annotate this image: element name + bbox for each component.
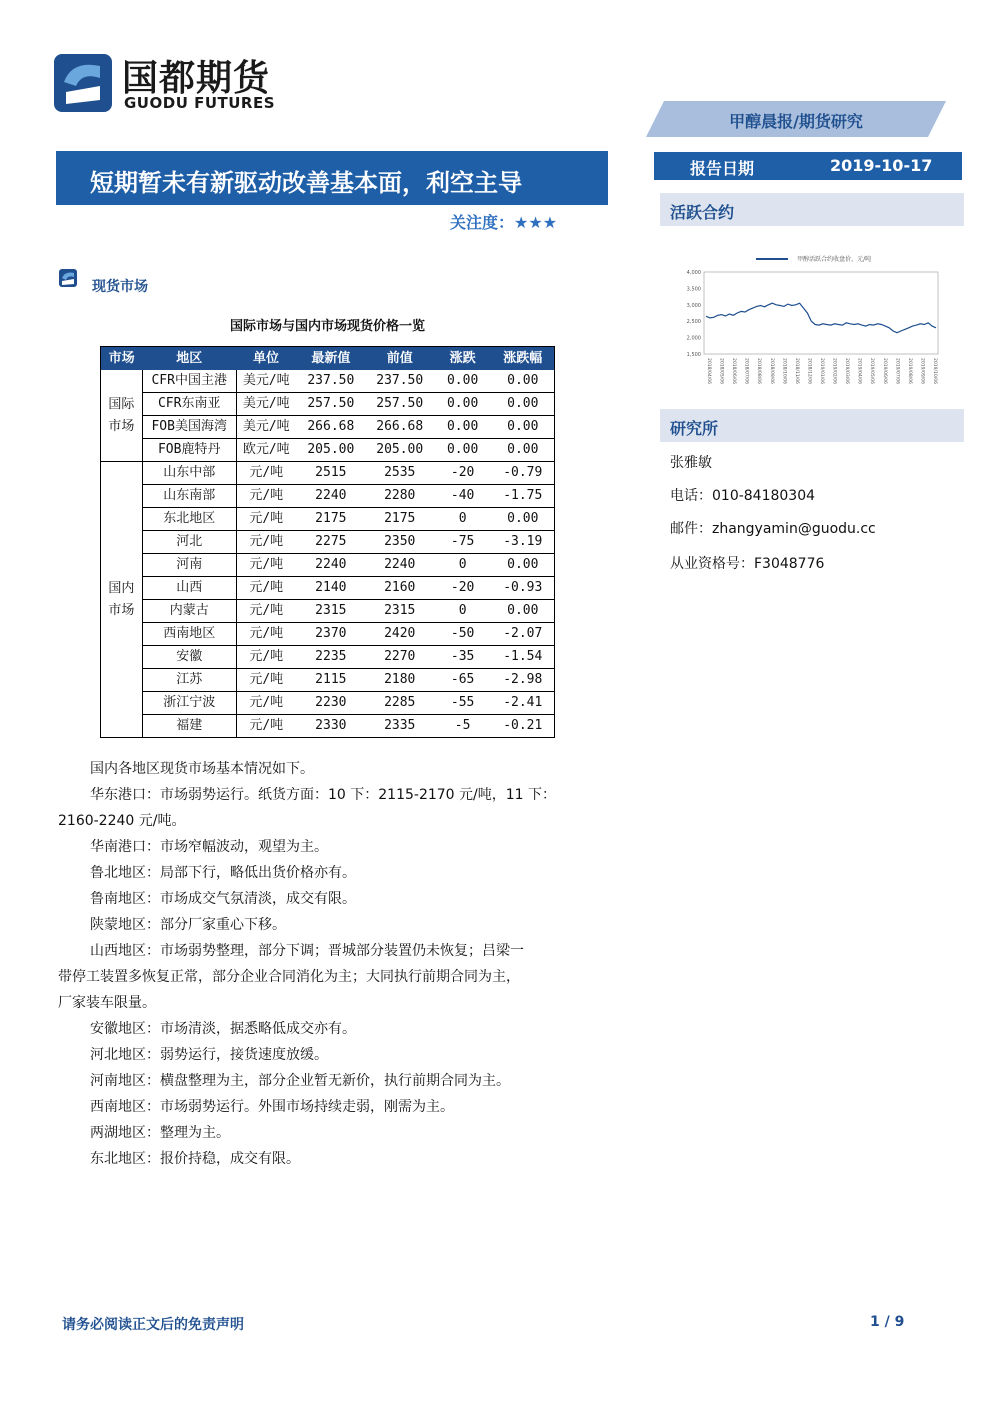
value-cell: -2.41: [492, 692, 555, 715]
table-row: [101, 370, 555, 393]
region-cell: 山西: [142, 577, 236, 600]
table-row: [101, 623, 555, 646]
table-header-cell: 地区: [142, 347, 236, 371]
x-tick-label: 2019/05/06: [869, 358, 875, 384]
region-cell: FOB美国海湾: [142, 416, 236, 439]
para-dongbei: 东北地区：报价持稳，成交有限。: [90, 1151, 300, 1167]
value-cell: 美元/吨: [236, 370, 296, 393]
table-header-cell: 涨跌: [434, 347, 492, 371]
para-xinan: 西南地区：市场弱势运行。外围市场持续走弱，刚需为主。: [90, 1099, 454, 1115]
x-tick-label: 2019/08/06: [906, 358, 912, 384]
value-cell: 0.00: [492, 508, 555, 531]
region-cell: 山东南部: [142, 485, 236, 508]
price-chart: [676, 240, 946, 400]
value-cell: 2315: [296, 600, 366, 623]
y-tick-label: 3,500: [686, 286, 701, 293]
table-row: [101, 577, 555, 600]
table-row: [101, 485, 555, 508]
para-lubei: 鲁北地区：局部下行，略低出货价格亦有。: [90, 865, 356, 881]
company-logo: [52, 50, 292, 120]
analyst-license: 从业资格号：F3048776: [670, 556, 825, 572]
value-cell: 2175: [296, 508, 366, 531]
value-cell: 元/吨: [236, 554, 296, 577]
table-row: [101, 692, 555, 715]
para-huadong-2: 2160-2240 元/吨。: [58, 813, 186, 829]
x-tick-label: 2018/12/06: [806, 358, 812, 384]
value-cell: 0.00: [434, 439, 492, 462]
para-intro: 国内各地区现货市场基本情况如下。: [90, 761, 314, 777]
value-cell: -5: [434, 715, 492, 738]
value-cell: -40: [434, 485, 492, 508]
para-lianghu: 两湖地区：整理为主。: [90, 1125, 230, 1141]
value-cell: 2280: [366, 485, 434, 508]
value-cell: 266.68: [296, 416, 366, 439]
table-row: [101, 646, 555, 669]
value-cell: -1.54: [492, 646, 555, 669]
x-tick-label: 2018/07/06: [743, 358, 749, 384]
analyst-email[interactable]: 邮件：zhangyamin@guodu.cc: [670, 521, 876, 537]
value-cell: -55: [434, 692, 492, 715]
para-shanmeng: 陕蒙地区：部分厂家重心下移。: [90, 917, 286, 933]
value-cell: 2175: [366, 508, 434, 531]
para-lunan: 鲁南地区：市场成交气氛清淡，成交有限。: [90, 891, 356, 907]
value-cell: -65: [434, 669, 492, 692]
x-tick-label: 2018/11/06: [793, 358, 799, 384]
value-cell: 2235: [296, 646, 366, 669]
report-date-bar: [654, 152, 962, 180]
report-date-label: 报告日期: [690, 159, 755, 178]
market-label-line1: 国内: [108, 580, 135, 596]
x-tick-label: 2019/03/06: [844, 358, 850, 384]
value-cell: 0.00: [492, 370, 555, 393]
table-row: [101, 531, 555, 554]
value-cell: 0.00: [434, 393, 492, 416]
table-row: [101, 554, 555, 577]
region-cell: CFR中国主港: [142, 370, 236, 393]
table-header-cell: 市场: [101, 347, 143, 371]
market-group-label: [101, 370, 143, 462]
value-cell: 2115: [296, 669, 366, 692]
value-cell: 2160: [366, 577, 434, 600]
institute-heading-bar: [660, 409, 964, 442]
value-cell: 元/吨: [236, 646, 296, 669]
x-tick-label: 2018/05/06: [718, 358, 724, 384]
table-header-cell: 涨跌幅: [492, 347, 555, 371]
value-cell: 2330: [296, 715, 366, 738]
para-anhui: 安徽地区：市场清淡，据悉略低成交亦有。: [90, 1021, 356, 1037]
series-line: [706, 303, 936, 333]
table-caption: 国际市场与国内市场现货价格一览: [229, 319, 425, 334]
y-tick-label: 2,000: [686, 335, 701, 342]
region-cell: 东北地区: [142, 508, 236, 531]
spot-price-table: [100, 346, 555, 738]
value-cell: 元/吨: [236, 715, 296, 738]
value-cell: 237.50: [296, 370, 366, 393]
value-cell: 0.00: [492, 439, 555, 462]
x-tick-label: 2019/01/06: [819, 358, 824, 384]
table-header-cell: 前值: [366, 347, 434, 371]
table-row: [101, 462, 555, 485]
x-tick-label: 2019/04/06: [856, 358, 862, 384]
value-cell: -75: [434, 531, 492, 554]
chart-plot: [676, 268, 946, 398]
table-row: [101, 600, 555, 623]
value-cell: 2335: [366, 715, 434, 738]
value-cell: 2140: [296, 577, 366, 600]
value-cell: 元/吨: [236, 577, 296, 600]
value-cell: 0.00: [434, 370, 492, 393]
x-tick-label: 2018/06/06: [731, 358, 737, 384]
report-date-value: 2019-10-17: [830, 156, 933, 175]
value-cell: 2535: [366, 462, 434, 485]
value-cell: 2240: [296, 485, 366, 508]
region-cell: 山东中部: [142, 462, 236, 485]
value-cell: 2270: [366, 646, 434, 669]
title-bar: [56, 151, 608, 205]
table-header-cell: 最新值: [296, 347, 366, 371]
value-cell: 0.00: [492, 393, 555, 416]
footer-disclaimer[interactable]: 请务必阅读正文后的免责声明: [62, 1317, 244, 1333]
value-cell: -1.75: [492, 485, 555, 508]
region-cell: 安徽: [142, 646, 236, 669]
para-shanxi-2: 带停工装置多恢复正常，部分企业合同消化为主；大同执行前期合同为主，: [58, 969, 520, 985]
value-cell: 2180: [366, 669, 434, 692]
value-cell: 元/吨: [236, 623, 296, 646]
value-cell: -20: [434, 462, 492, 485]
market-label-line2: 市场: [108, 418, 135, 434]
legend-line-swatch: [756, 258, 788, 260]
value-cell: 257.50: [296, 393, 366, 416]
x-tick-label: 2018/09/06: [768, 358, 774, 384]
y-tick-label: 4,000: [686, 270, 701, 276]
body-text: [58, 756, 608, 1172]
value-cell: 0.00: [492, 416, 555, 439]
value-cell: 257.50: [366, 393, 434, 416]
value-cell: 2240: [366, 554, 434, 577]
section-title: 现货市场: [92, 279, 148, 295]
value-cell: -0.21: [492, 715, 555, 738]
table-row: [101, 393, 555, 416]
value-cell: 元/吨: [236, 531, 296, 554]
footer-page-number: 1 / 9: [870, 1314, 905, 1330]
legend-label: 甲醇活跃合约收盘价，元/吨: [797, 256, 872, 263]
x-tick-label: 2018/08/06: [756, 358, 762, 384]
x-tick-label: 2018/10/06: [781, 358, 787, 384]
table-header-row: [101, 347, 555, 371]
active-contract-heading: 活跃合约: [670, 203, 735, 222]
value-cell: 2285: [366, 692, 434, 715]
region-cell: 浙江宁波: [142, 692, 236, 715]
value-cell: 2275: [296, 531, 366, 554]
para-huanan: 华南港口：市场窄幅波动，观望为主。: [90, 839, 328, 855]
value-cell: 0.00: [492, 600, 555, 623]
attention-rating: 关注度：★★★: [450, 213, 558, 232]
value-cell: 元/吨: [236, 600, 296, 623]
value-cell: 2350: [366, 531, 434, 554]
value-cell: -2.98: [492, 669, 555, 692]
table-row: [101, 715, 555, 738]
region-cell: CFR东南亚: [142, 393, 236, 416]
value-cell: 0.00: [492, 554, 555, 577]
y-tick-label: 3,000: [686, 302, 701, 309]
active-contract-heading-bar: [660, 193, 964, 226]
logo-cn-text: 国都期货: [122, 58, 271, 99]
table-row: [101, 439, 555, 462]
x-tick-label: 2019/09/06: [919, 358, 925, 384]
table-row: [101, 669, 555, 692]
value-cell: 0.00: [434, 416, 492, 439]
value-cell: 0: [434, 554, 492, 577]
section-logo-icon: [58, 268, 78, 288]
region-cell: 福建: [142, 715, 236, 738]
value-cell: -0.93: [492, 577, 555, 600]
y-tick-label: 1,500: [686, 352, 701, 358]
x-tick-label: 2018/04/06: [706, 358, 711, 384]
value-cell: 2370: [296, 623, 366, 646]
value-cell: -50: [434, 623, 492, 646]
value-cell: 266.68: [366, 416, 434, 439]
value-cell: -3.19: [492, 531, 555, 554]
chart-legend: [756, 248, 872, 263]
x-tick-label: 2019/10/06: [932, 358, 937, 384]
value-cell: 欧元/吨: [236, 439, 296, 462]
value-cell: 2240: [296, 554, 366, 577]
value-cell: 0: [434, 508, 492, 531]
para-shanxi-3: 厂家装车限量。: [58, 995, 156, 1011]
report-category: 甲醇晨报/期货研究: [729, 112, 863, 131]
region-cell: FOB鹿特丹: [142, 439, 236, 462]
para-hebei: 河北地区：弱势运行，接货速度放缓。: [90, 1047, 328, 1063]
y-tick-label: 2,500: [686, 319, 701, 326]
region-cell: 河北: [142, 531, 236, 554]
para-huadong-1: 华东港口：市场弱势运行。纸货方面：10 下：2115-2170 元/吨，11 下：: [90, 787, 557, 803]
analyst-phone: 电话：010-84180304: [670, 488, 816, 504]
value-cell: 2420: [366, 623, 434, 646]
table-row: [101, 416, 555, 439]
logo-mark-icon: [52, 52, 114, 114]
value-cell: 美元/吨: [236, 416, 296, 439]
region-cell: 西南地区: [142, 623, 236, 646]
value-cell: -0.79: [492, 462, 555, 485]
value-cell: 元/吨: [236, 692, 296, 715]
value-cell: 元/吨: [236, 508, 296, 531]
table-row: [101, 508, 555, 531]
value-cell: 2315: [366, 600, 434, 623]
report-category-banner: [646, 101, 946, 137]
market-group-label: [101, 462, 143, 738]
x-tick-label: 2019/02/06: [831, 358, 837, 384]
value-cell: 2515: [296, 462, 366, 485]
plot-frame: [704, 272, 938, 354]
analyst-name: 张雅敏: [670, 455, 712, 471]
report-title: 短期暂未有新驱动改善基本面，利空主导: [90, 169, 522, 197]
para-shanxi-1: 山西地区：市场弱势整理，部分下调；晋城部分装置仍未恢复；吕梁一: [90, 943, 524, 959]
value-cell: -20: [434, 577, 492, 600]
value-cell: 205.00: [366, 439, 434, 462]
region-cell: 内蒙古: [142, 600, 236, 623]
market-label-line1: 国际: [108, 396, 135, 412]
value-cell: 205.00: [296, 439, 366, 462]
institute-heading: 研究所: [670, 419, 719, 438]
value-cell: 元/吨: [236, 669, 296, 692]
region-cell: 江苏: [142, 669, 236, 692]
para-henan: 河南地区：横盘整理为主，部分企业暂无新价，执行前期合同为主。: [90, 1073, 510, 1089]
x-tick-label: 2019/06/06: [881, 358, 887, 384]
region-cell: 河南: [142, 554, 236, 577]
table-header-cell: 单位: [236, 347, 296, 371]
value-cell: 0: [434, 600, 492, 623]
x-tick-label: 2019/07/06: [894, 358, 900, 384]
value-cell: 元/吨: [236, 485, 296, 508]
value-cell: 元/吨: [236, 462, 296, 485]
market-label-line2: 市场: [108, 602, 135, 618]
value-cell: 237.50: [366, 370, 434, 393]
value-cell: 美元/吨: [236, 393, 296, 416]
value-cell: -35: [434, 646, 492, 669]
value-cell: -2.07: [492, 623, 555, 646]
value-cell: 2230: [296, 692, 366, 715]
logo-en-text: GUODU FUTURES: [124, 94, 276, 112]
